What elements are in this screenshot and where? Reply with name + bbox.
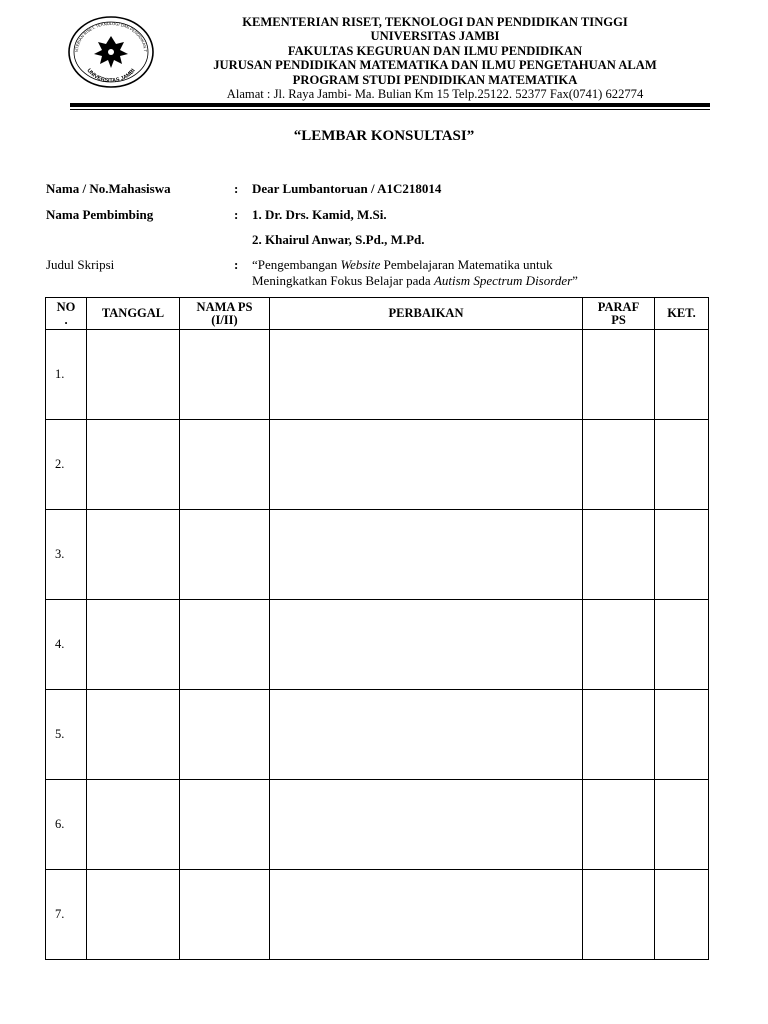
svg-text:KEMENTERIAN RISET, TEKNOLOGI D: NTERIAN RISET, TEKNOLOGI DAN PENDIDIKAN T xyxy=(73,20,149,53)
cell-paraf xyxy=(583,330,655,420)
cell-nama-ps xyxy=(180,420,270,510)
header-address: Alamat : Jl. Raya Jambi- Ma. Bulian Km 15 Telp.25122. 52377 Fax(0741) 622774 xyxy=(226,87,644,102)
cell-paraf xyxy=(583,420,655,510)
letterhead xyxy=(160,15,710,101)
supervisor-2: 2. Khairul Anwar, S.Pd., M.Pd. xyxy=(252,232,425,247)
table-row xyxy=(46,690,709,780)
table-header-row xyxy=(46,298,709,330)
cell-nama-ps xyxy=(180,870,270,960)
cell-ket xyxy=(655,600,709,690)
cell-perbaikan xyxy=(270,600,583,690)
cell-nama-ps xyxy=(180,510,270,600)
header-tanggal: TANGGAL xyxy=(87,298,180,330)
cell-paraf xyxy=(583,510,655,600)
header-department: JURUSAN PENDIDIKAN MATEMATIKA DAN ILMU PENGETAHUAN ALAM xyxy=(213,58,657,73)
cell-paraf xyxy=(583,690,655,780)
student-label: Nama / No.Mahasiswa xyxy=(46,181,171,196)
header-paraf: PARAF PS xyxy=(583,298,655,330)
svg-text:UNIVERSITAS JAMBI: UNIVERSITAS JAMBI xyxy=(85,67,137,85)
supervisor-label: Nama Pembimbing xyxy=(46,207,154,222)
table-row xyxy=(46,510,709,600)
cell-tanggal xyxy=(87,690,180,780)
header-perbaikan: PERBAIKAN xyxy=(270,298,583,330)
cell-tanggal xyxy=(87,330,180,420)
cell-paraf xyxy=(583,600,655,690)
cell-perbaikan xyxy=(270,330,583,420)
cell-tanggal xyxy=(87,780,180,870)
row-number: 5. xyxy=(46,690,87,780)
cell-perbaikan xyxy=(270,780,583,870)
document-title: “LEMBAR KONSULTASI” xyxy=(293,128,475,144)
table-row xyxy=(46,870,709,960)
cell-paraf xyxy=(583,870,655,960)
row-number: 2. xyxy=(46,420,87,510)
header-ket: KET. xyxy=(655,298,709,330)
cell-nama-ps xyxy=(180,330,270,420)
cell-ket xyxy=(655,330,709,420)
cell-nama-ps xyxy=(180,780,270,870)
header-nama-ps: NAMA PS (I/II) xyxy=(180,298,270,330)
cell-ket xyxy=(655,780,709,870)
cell-ket xyxy=(655,690,709,780)
colon: : xyxy=(234,181,239,196)
row-number: 1. xyxy=(46,330,87,420)
cell-tanggal xyxy=(87,510,180,600)
table-row xyxy=(46,330,709,420)
header-program: PROGRAM STUDI PENDIDIKAN MATEMATIKA xyxy=(292,72,578,87)
header-faculty: FAKULTAS KEGURUAN DAN ILMU PENDIDIKAN xyxy=(287,43,583,58)
cell-nama-ps xyxy=(180,600,270,690)
supervisor-1: 1. Dr. Drs. Kamid, M.Si. xyxy=(252,207,387,222)
table-row xyxy=(46,600,709,690)
cell-perbaikan xyxy=(270,420,583,510)
colon: : xyxy=(234,207,239,222)
cell-ket xyxy=(655,420,709,510)
cell-ket xyxy=(655,510,709,600)
consultation-table xyxy=(45,297,709,960)
cell-paraf xyxy=(583,780,655,870)
row-number: 7. xyxy=(46,870,87,960)
cell-nama-ps xyxy=(180,690,270,780)
header-divider-thick xyxy=(70,103,710,107)
cell-tanggal xyxy=(87,420,180,510)
university-seal-icon xyxy=(66,14,156,90)
row-number: 4. xyxy=(46,600,87,690)
cell-ket xyxy=(655,870,709,960)
thesis-title-line2: Meningkatkan Fokus Belajar pada Autism Spectrum Disorder” xyxy=(252,273,578,288)
header-divider-thin xyxy=(70,109,710,110)
cell-perbaikan xyxy=(270,690,583,780)
header-ministry: KEMENTERIAN RISET, TEKNOLOGI DAN PENDIDIKAN TINGGI xyxy=(242,15,628,29)
row-number: 3. xyxy=(46,510,87,600)
row-number: 6. xyxy=(46,780,87,870)
student-value: Dear Lumbantoruan / A1C218014 xyxy=(252,181,442,196)
thesis-title-line1: “Pengembangan Website Pembelajaran Matematika untuk xyxy=(252,257,553,272)
table-row xyxy=(46,780,709,870)
cell-perbaikan xyxy=(270,510,583,600)
cell-tanggal xyxy=(87,870,180,960)
header-university: UNIVERSITAS JAMBI xyxy=(370,29,500,44)
colon: : xyxy=(234,257,239,272)
cell-tanggal xyxy=(87,600,180,690)
thesis-label: Judul Skripsi xyxy=(46,257,115,272)
cell-perbaikan xyxy=(270,870,583,960)
header-no: NO . xyxy=(46,298,87,330)
table-row xyxy=(46,420,709,510)
